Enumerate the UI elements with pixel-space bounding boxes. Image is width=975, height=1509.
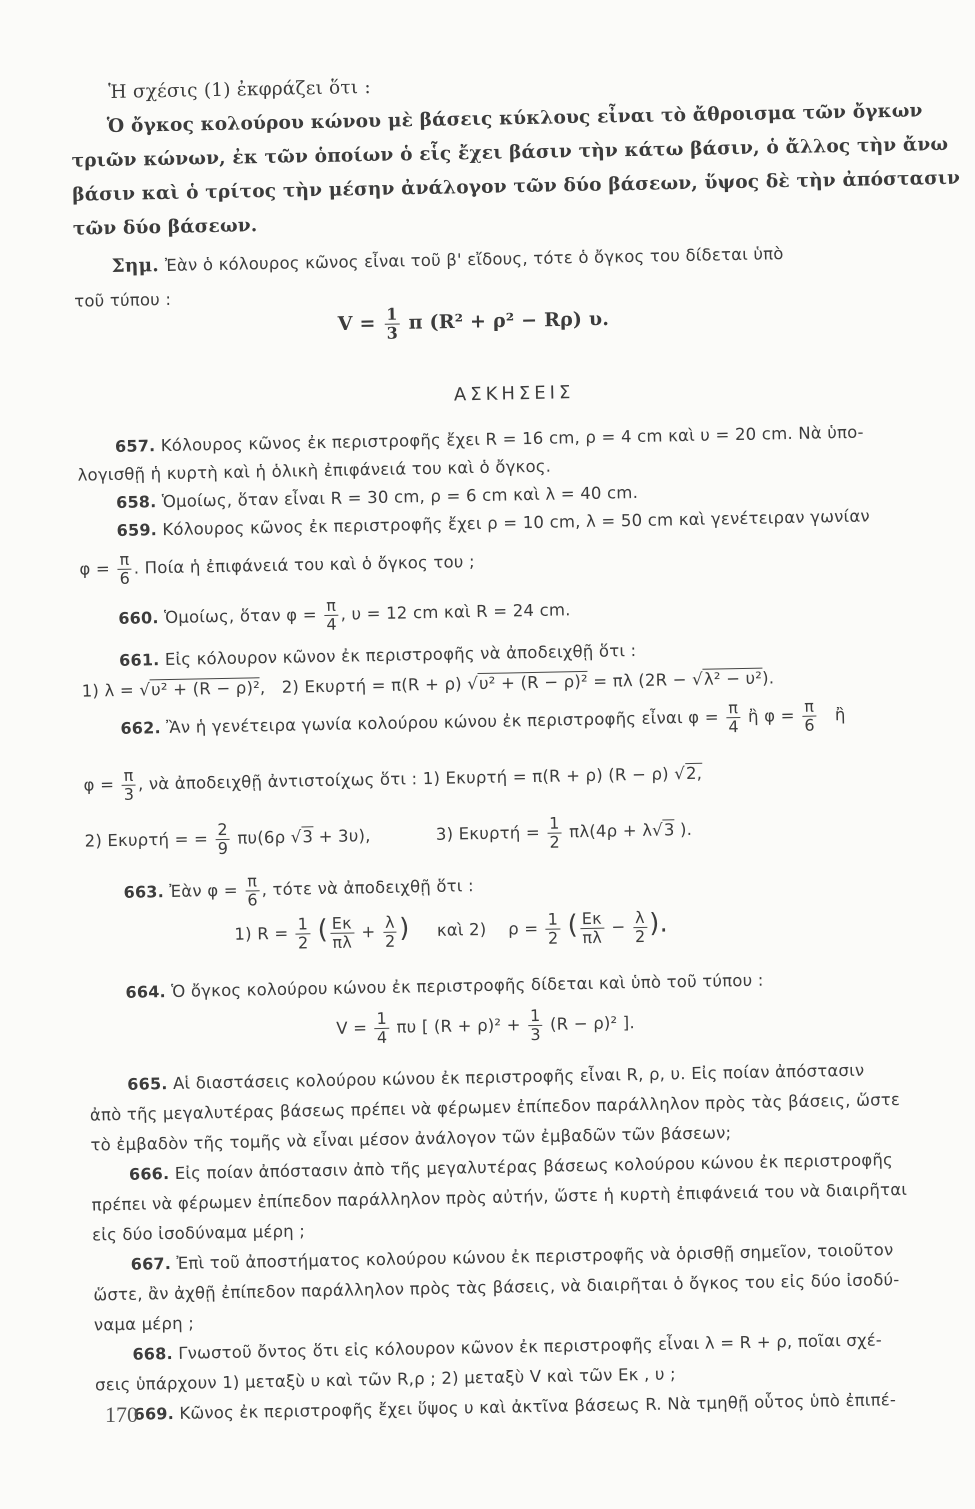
intro-line-2: Ὁ ὄγκος κολούρου κώνου μὲ βάσεις κύκλους εἶναι τὸ ἄθροισμα τῶν ὄγκων — [106, 100, 923, 138]
exercise-664-formula: V = $\frac{1}{4}$ πυ [ (R + ρ)² + $\frac{1}{3}$ (R − ρ)² ]. — [336, 1005, 636, 1048]
exercise-659-cont: φ = $\frac{\pi}{6}$ . Ποία ἡ ἐπιφάνειά του καὶ ὁ ὄγκος του ; — [79, 549, 475, 588]
exercise-658: 658. Ὁμοίως, ὅταν εἶναι R = 30 cm, ρ = 6 cm καὶ λ = 40 cm. — [115, 482, 639, 512]
exercise-665-cont-2: τὸ ἐμβαδὸν τῆς τομῆς νὰ εἶναι μέσον ἀνάλογον τῶν ἐμβαδῶν τῶν βάσεων; — [90, 1123, 732, 1155]
exercise-662-line-2: φ = $\frac{\pi}{3}$ , νὰ ἀποδειχθῇ ἀντιστοίχως ὅτι : 1) Eκυρτή = π(R + ρ) (R − ρ) √2, — [83, 763, 703, 804]
exercise-665: 665. Αἱ διαστάσεις κολούρου κώνου ἐκ περιστροφῆς εἶναι R, ρ, υ. Εἰς ποίαν ἀπόστασιν — [127, 1060, 865, 1094]
exercise-667-cont-2: ναμα μέρη ; — [93, 1313, 195, 1335]
intro-line-3: τριῶν κώνων, ἐκ τῶν ὁποίων ὁ εἷς ἔχει βάσιν τὴν κάτω βάσιν, ὁ ἄλλος τὴν ἄνω — [71, 133, 949, 172]
exercise-657-cont: λογισθῇ ἡ κυρτὴ καὶ ἡ ὁλικὴ ἐπιφάνειά του καὶ ὁ ὄγκος. — [77, 456, 552, 485]
note-formula: V = $\frac{1}{3}$ π (R² + ρ² − Rρ) υ. — [337, 304, 610, 343]
page-number: 170 — [105, 1402, 138, 1427]
exercise-661-formulas: 1) λ = √υ² + (R − ρ)², 2) Eκυρτή = π(R + ρ) √υ² + (R − ρ)² = πλ (2R − √λ² − υ²). — [81, 668, 775, 701]
exercise-667-cont-1: ὥστε, ἂν ἀχθῇ ἐπίπεδον παράλληλον πρὸς τὰς βάσεις, νὰ διαιρῆται ὁ ὄγκος του εἰς δύο ἰσοδύ- — [93, 1270, 900, 1305]
exercise-659: 659. Κόλουρος κῶνος ἐκ περιστροφῆς ἔχει ρ = 10 cm, λ = 50 cm καὶ γενέτειραν γωνίαν — [116, 506, 871, 540]
exercise-662-line-3: 2) Eκυρτή = = $\frac{2}{9}$ πυ(6ρ √3 + 3υ), 3) Eκυρτή = $\frac{1}{2}$ πλ(4ρ + λ√3 ). — [84, 813, 693, 859]
exercise-663: 663. Ἐὰν φ = $\frac{\pi}{6}$ , τότε νὰ ἀποδειχθῇ ὅτι : — [123, 871, 474, 910]
intro-line-1: Ἡ σχέσις (1) ἐκφράζει ὅτι : — [108, 76, 372, 104]
note-line-2: τοῦ τύπου : — [74, 289, 172, 311]
intro-line-5: τῶν δύο βάσεων. — [72, 215, 258, 240]
intro-line-4: βάσιν καὶ ὁ τρίτος τὴν μέσην ἀνάλογον τῶν δύο βάσεων, ὕψος δὲ τὴν ἀπόστασιν — [72, 167, 961, 206]
exercise-657: 657. Κόλουρος κῶνος ἐκ περιστροφῆς ἔχει R = 16 cm, ρ = 4 cm καὶ υ = 20 cm. Νὰ ὑπο- — [114, 422, 864, 456]
exercise-666-cont-2: εἰς δύο ἰσοδύναμα μέρη ; — [92, 1221, 306, 1245]
exercise-668-cont: σεις ὑπάρχουν 1) μεταξὺ υ καὶ τῶν R,ρ ; 2) μεταξὺ V καὶ τῶν Eκ , υ ; — [94, 1364, 676, 1395]
exercise-668: 668. Γνωστοῦ ὄντος ὅτι εἰς κόλουρον κῶνον ἐκ περιστροφῆς εἶναι λ = R + ρ, ποῖαι σχέ- — [132, 1330, 883, 1364]
exercise-669: 669. Κῶνος ἐκ περιστροφῆς ἔχει ὕψος υ καὶ ἀκτῖνα βάσεως R. Νὰ τμηθῇ οὗτος ὑπὸ ἐπιπέ- — [133, 1390, 897, 1424]
exercise-667: 667. Ἐπὶ τοῦ ἀποστήματος κολούρου κώνου ἐκ περιστροφῆς νὰ ὁρισθῇ σημεῖον, τοιοῦτον — [130, 1240, 894, 1274]
exercise-666: 666. Εἰς ποίαν ἀπόστασιν ἀπὸ τῆς μεγαλυτέρας βάσεως κολούρου κώνου ἐκ περιστροφῆς — [128, 1150, 894, 1184]
exercise-660: 660. Ὁμοίως, ὅταν φ = $\frac{\pi}{4}$ , υ = 12 cm καὶ R = 24 cm. — [118, 595, 571, 634]
note-line-1: Σημ. Ἐὰν ὁ κόλουρος κῶνος εἶναι τοῦ β' εἴδους, τότε ὁ ὄγκος του δίδεται ὑπὸ — [111, 244, 784, 277]
exercise-665-cont-1: ἀπὸ τῆς μεγαλυτέρας βάσεως πρέπει νὰ φέρωμεν ἐπίπεδον παράλληλον πρὸς τὰς βάσεις, ὥστε — [89, 1090, 901, 1125]
exercise-666-cont-1: πρέπει νὰ φέρωμεν ἐπίπεδον παράλληλον πρὸς αὐτήν, ὥστε ἡ κυρτὴ ἐπιφάνειά του νὰ διαιρῆται — [91, 1179, 908, 1215]
exercise-663-formulas: 1) R = $\frac{1}{2}$ ( $\frac{E\kappa}{\pi\lambda}$ + $\frac{\lambda}{2}$ ) καὶ 2) ρ = $\frac{1}{2}$ ( $\frac{E\kappa}{\pi\lambda}$ − $\frac{\lambda}{2}$ ). — [234, 907, 669, 953]
exercise-661: 661. Εἰς κόλουρον κῶνον ἐκ περιστροφῆς νὰ ἀποδειχθῇ ὅτι : — [118, 640, 637, 670]
section-title: ΑΣΚΗΣΕΙΣ — [453, 382, 575, 406]
exercise-664: 664. Ὁ ὄγκος κολούρου κώνου ἐκ περιστροφῆς δίδεται καὶ ὑπὸ τοῦ τύπου : — [125, 970, 764, 1002]
exercise-662: 662. Ἂν ἡ γενέτειρα γωνία κολούρου κώνου ἐκ περιστροφῆς εἶναι φ = $\frac{\pi}{4}$ ἢ φ = $\frac{\pi}{6}$ ἢ — [120, 696, 846, 738]
